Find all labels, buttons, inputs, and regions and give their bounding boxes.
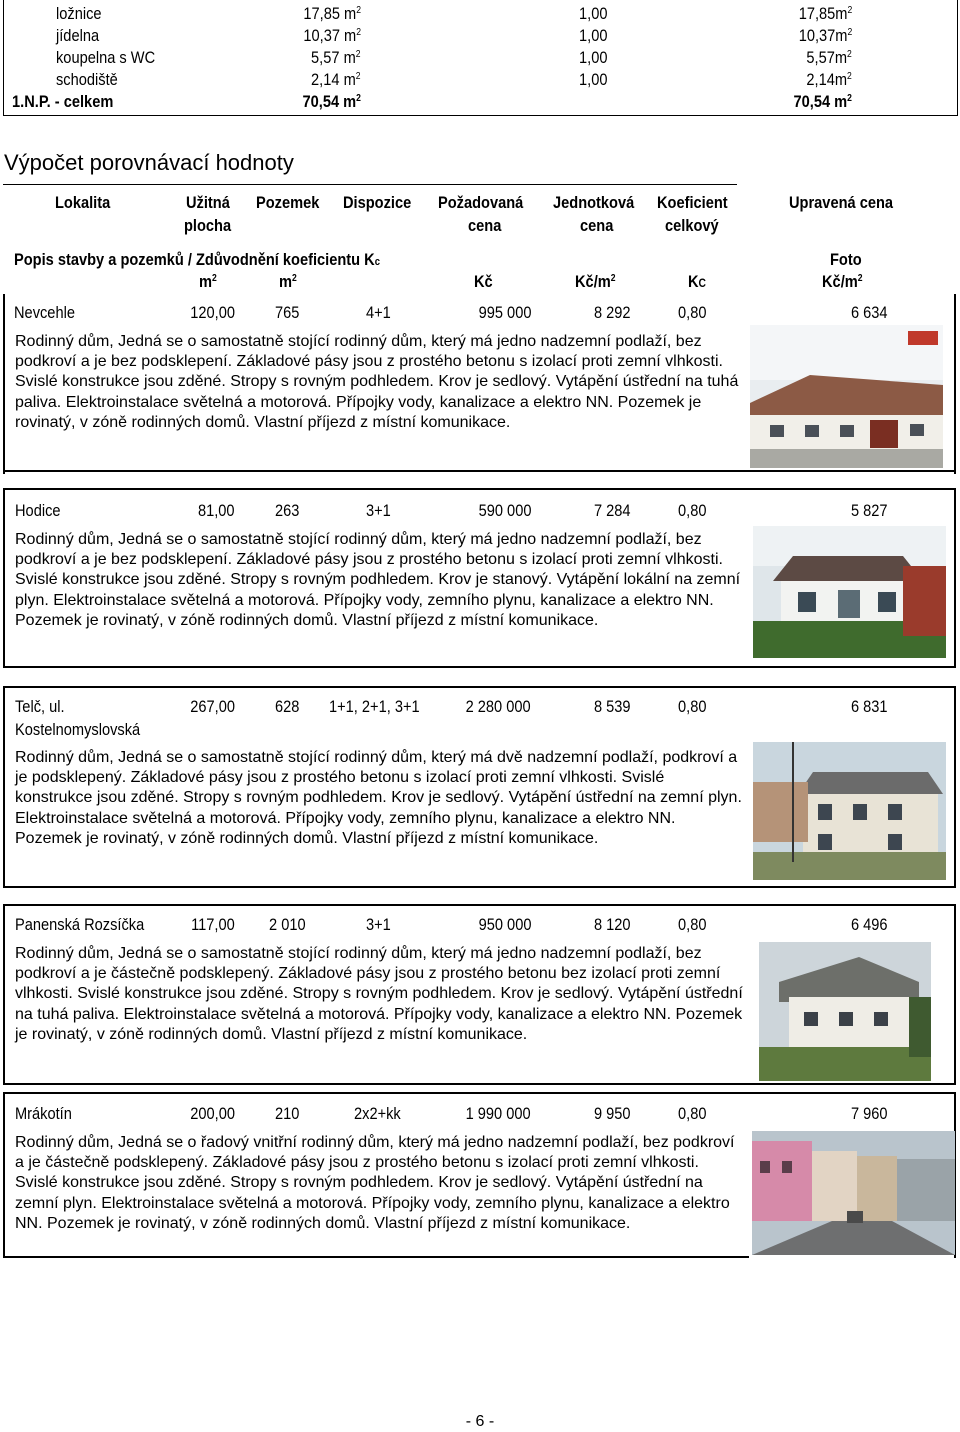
record-nevcehle	[3, 294, 956, 472]
room-coef: 1,00	[579, 48, 608, 67]
header-uzitna: Užitná	[186, 193, 230, 212]
room-total: $2,14m^2$	[806, 70, 852, 89]
record-upravena-cena: 6 496	[851, 915, 888, 934]
header-jednotkova: Jednotková	[553, 193, 635, 212]
total-area: 70,54 $m^2$	[302, 92, 361, 111]
record-pozemek: 2 010	[269, 915, 306, 934]
record-mrakotin	[3, 1092, 956, 1258]
record-pozemek: 210	[275, 1104, 300, 1123]
record-jednotkova-cena: 8 539	[594, 697, 631, 716]
room-area: 17,85 $m^2$	[303, 4, 361, 23]
house-photo	[750, 325, 943, 468]
record-lokalita: Telč, ul.	[15, 697, 65, 716]
room-total: $10,37m^2$	[798, 26, 852, 45]
record-upravena-cena: 7 960	[851, 1104, 888, 1123]
record-pozemek: 765	[275, 303, 300, 322]
header-plocha: plocha	[184, 216, 232, 235]
record-koeficient: 0,80	[678, 915, 707, 934]
record-plocha: 81,00	[198, 501, 235, 520]
record-lokalita: Hodice	[15, 501, 61, 520]
record-dispozice: 1+1, 2+1, 3+1	[329, 697, 420, 716]
room-area: 10,37 $m^2$	[303, 26, 361, 45]
record-lokalita: Mrákotín	[15, 1104, 72, 1123]
unit-kc: Kč	[474, 272, 493, 291]
house-photo	[759, 942, 931, 1081]
record-dispozice: 2x2+kk	[354, 1104, 401, 1123]
record-cena: 1 990 000	[465, 1104, 531, 1123]
house-photo	[752, 1131, 955, 1255]
house-photo	[753, 742, 946, 880]
unit-kc-m2: $Kč/m^2$	[822, 272, 863, 291]
record-border	[3, 294, 5, 474]
table-row	[4, 48, 957, 70]
record-plocha: 200,00	[190, 1104, 235, 1123]
record-jednotkova-cena: 8 120	[594, 915, 631, 934]
header-lokalita: Lokalita	[55, 193, 111, 212]
record-dispozice: 3+1	[366, 501, 391, 520]
record-koeficient: 0,80	[678, 501, 707, 520]
record-koeficient: 0,80	[678, 1104, 707, 1123]
header-upravena-cena: Upravená cena	[789, 193, 894, 212]
record-dispozice: 3+1	[366, 915, 391, 934]
record-lokalita: Panenská Rozsíčka	[15, 915, 145, 934]
table-total-row	[4, 92, 957, 114]
room-coef: 1,00	[579, 70, 608, 89]
record-description: Rodinný dům, Jedná se o samostatně stojící rodinný dům, který má dvě nadzemní podlaží, podkroví a je podsklepený. Základové pásy jsou z prostého betonu s izolací proti zemní vlhkosti. Svislé konstrukce jsou zděné. Stropy s rovným podhledem. Krov je sedlový. Vytápění ústřední na zemní plyn. Elektroinstalace světelná a motorová. Přípojky vody, zemního plynu, kanalizace a elektro NN. Pozemek je rovinatý, v zóně rodinných domů. Vlastní příjezd z místní komunikace.	[15, 749, 742, 847]
record-jednotkova-cena: 8 292	[594, 303, 631, 322]
record-upravena-cena: 6 634	[851, 303, 888, 322]
room-total: $17,85m^2$	[798, 4, 852, 23]
record-plocha: 117,00	[191, 915, 235, 934]
header-top-rule	[3, 184, 737, 185]
record-description: Rodinný dům, Jedná se o samostatně stojící rodinný dům, který má jedno nadzemní podlaží, bez podkroví a je bez podsklepení. Základové pásy jsou z prostého betonu s izolací proti zemní vlhkosti. Svislé konstrukce jsou zděné. Stropy s rovným podhledem. Krov je stanový. Vytápění lokální na zemní plyn. Elektroinstalace světelná a motorová. Přípojky vody, zemního plynu, kanalizace a elektro NN. Pozemek je rovinatý, v zóně rodinných domů. Vlastní příjezd z místní komunikace.	[15, 531, 741, 629]
record-cena: 2 280 000	[465, 697, 531, 716]
page-number: - 6 -	[465, 1413, 495, 1430]
unit-m2: $m^2$	[279, 272, 297, 291]
record-cena: 950 000	[478, 915, 531, 934]
header-cena: cena	[468, 216, 502, 235]
record-koeficient: 0,80	[678, 697, 707, 716]
record-cena: 995 000	[478, 303, 531, 322]
record-telc	[3, 686, 956, 888]
unit-kc-coef: KC	[688, 272, 707, 291]
record-description: Rodinný dům, Jedná se o samostatně stojící rodinný dům, který má jedno nadzemní podlaží, bez podkroví a je bez podsklepení. Základové pásy jsou z prostého betonu s izolací proti zemní vlhkosti. Svislé konstrukce jsou zděné. Stropy s rovným podhledem. Krov je sedlový. Vytápění ústřední na tuhá paliva. Elektroinstalace světelná a motorová. Přípojky vody, kanalizace a elektro NN. Pozemek je rovinatý, v zóně rodinných domů. Vlastní příjezd z místní komunikace.	[15, 333, 739, 431]
house-photo	[753, 526, 946, 658]
record-bottom-rule	[3, 1256, 749, 1258]
record-jednotkova-cena: 9 950	[594, 1104, 631, 1123]
record-dispozice: 4+1	[366, 303, 391, 322]
header-popis: Popis stavby a pozemků / Zdůvodnění koeficientu Kc	[14, 250, 380, 269]
header-cena: cena	[580, 216, 614, 235]
record-border	[954, 294, 956, 474]
room-total: $5,57m^2$	[806, 48, 852, 67]
record-upravena-cena: 5 827	[851, 501, 888, 520]
record-cena: 590 000	[478, 501, 531, 520]
header-pozemek: Pozemek	[256, 193, 320, 212]
section-title: Výpočet porovnávací hodnoty	[4, 150, 294, 175]
record-pozemek: 628	[275, 697, 300, 716]
room-area: 5,57 $m^2$	[311, 48, 361, 67]
room-name: schodiště	[56, 70, 118, 89]
record-pozemek: 263	[275, 501, 300, 520]
record-lokalita: Nevcehle	[14, 303, 75, 322]
room-area: 2,14 $m^2$	[311, 70, 361, 89]
unit-m2: $m^2$	[199, 272, 217, 291]
total-label: 1.N.P. - celkem	[12, 92, 114, 111]
header-dispozice: Dispozice	[343, 193, 412, 212]
room-name: jídelna	[56, 26, 100, 45]
table-row	[4, 4, 957, 26]
header-foto: Foto	[830, 250, 862, 269]
room-coef: 1,00	[579, 26, 608, 45]
header-celkovy: celkový	[665, 216, 719, 235]
record-plocha: 120,00	[190, 303, 235, 322]
record-panenska-rozsicka	[3, 904, 956, 1085]
record-jednotkova-cena: 7 284	[594, 501, 631, 520]
room-name: ložnice	[56, 4, 102, 23]
record-plocha: 267,00	[190, 697, 235, 716]
record-lokalita-street: Kostelnomyslovská	[15, 720, 141, 739]
room-area-table	[3, 0, 958, 116]
room-name: koupelna s WC	[56, 48, 156, 67]
unit-kc-m2: $Kč/m^2$	[575, 272, 616, 291]
room-coef: 1,00	[579, 4, 608, 23]
table-row	[4, 70, 957, 92]
table-row	[4, 26, 957, 48]
record-hodice	[3, 488, 956, 668]
record-koeficient: 0,80	[678, 303, 707, 322]
header-pozadovana: Požadovaná	[438, 193, 524, 212]
record-description: Rodinný dům, Jedná se o řadový vnitřní rodinný dům, který má jedno nadzemní podlaží, bez podkroví a je částečně podsklepený. Základové pásy jsou z prostého betonu s izolací proti zemní vlhkosti. Svislé konstrukce jsou zděné. Stropy s rovným podhledem. Krov je sedlový. Vytápění ústřední na zemní plyn. Elektroinstalace světelná a motorová. Přípojky vody, zemního plynu, kanalizace a elektro NN. Pozemek je rovinatý, v zóně rodinných domů. Vlastní příjezd z místní komunikace.	[15, 1134, 735, 1232]
record-description: Rodinný dům, Jedná se o samostatně stojící rodinný dům, který má jedno nadzemní podlaží, bez podkroví a je částečně podsklepený. Základové pásy jsou z prostého betonu bez izolací proti zemní vlhkosti. Svislé konstrukce jsou zděné. Stropy s rovným podhledem. Krov je sedlový. Vytápění ústřední na tuhá paliva. Elektroinstalace světelná a motorová. Přípojky vody, kanalizace a elektro NN. Pozemek je rovinatý, v zóně rodinných domů. Vlastní příjezd z místní komunikace.	[15, 945, 743, 1043]
total-sum: 70,54 $m^2$	[793, 92, 852, 111]
header-koeficient: Koeficient	[657, 193, 728, 212]
record-upravena-cena: 6 831	[851, 697, 888, 716]
